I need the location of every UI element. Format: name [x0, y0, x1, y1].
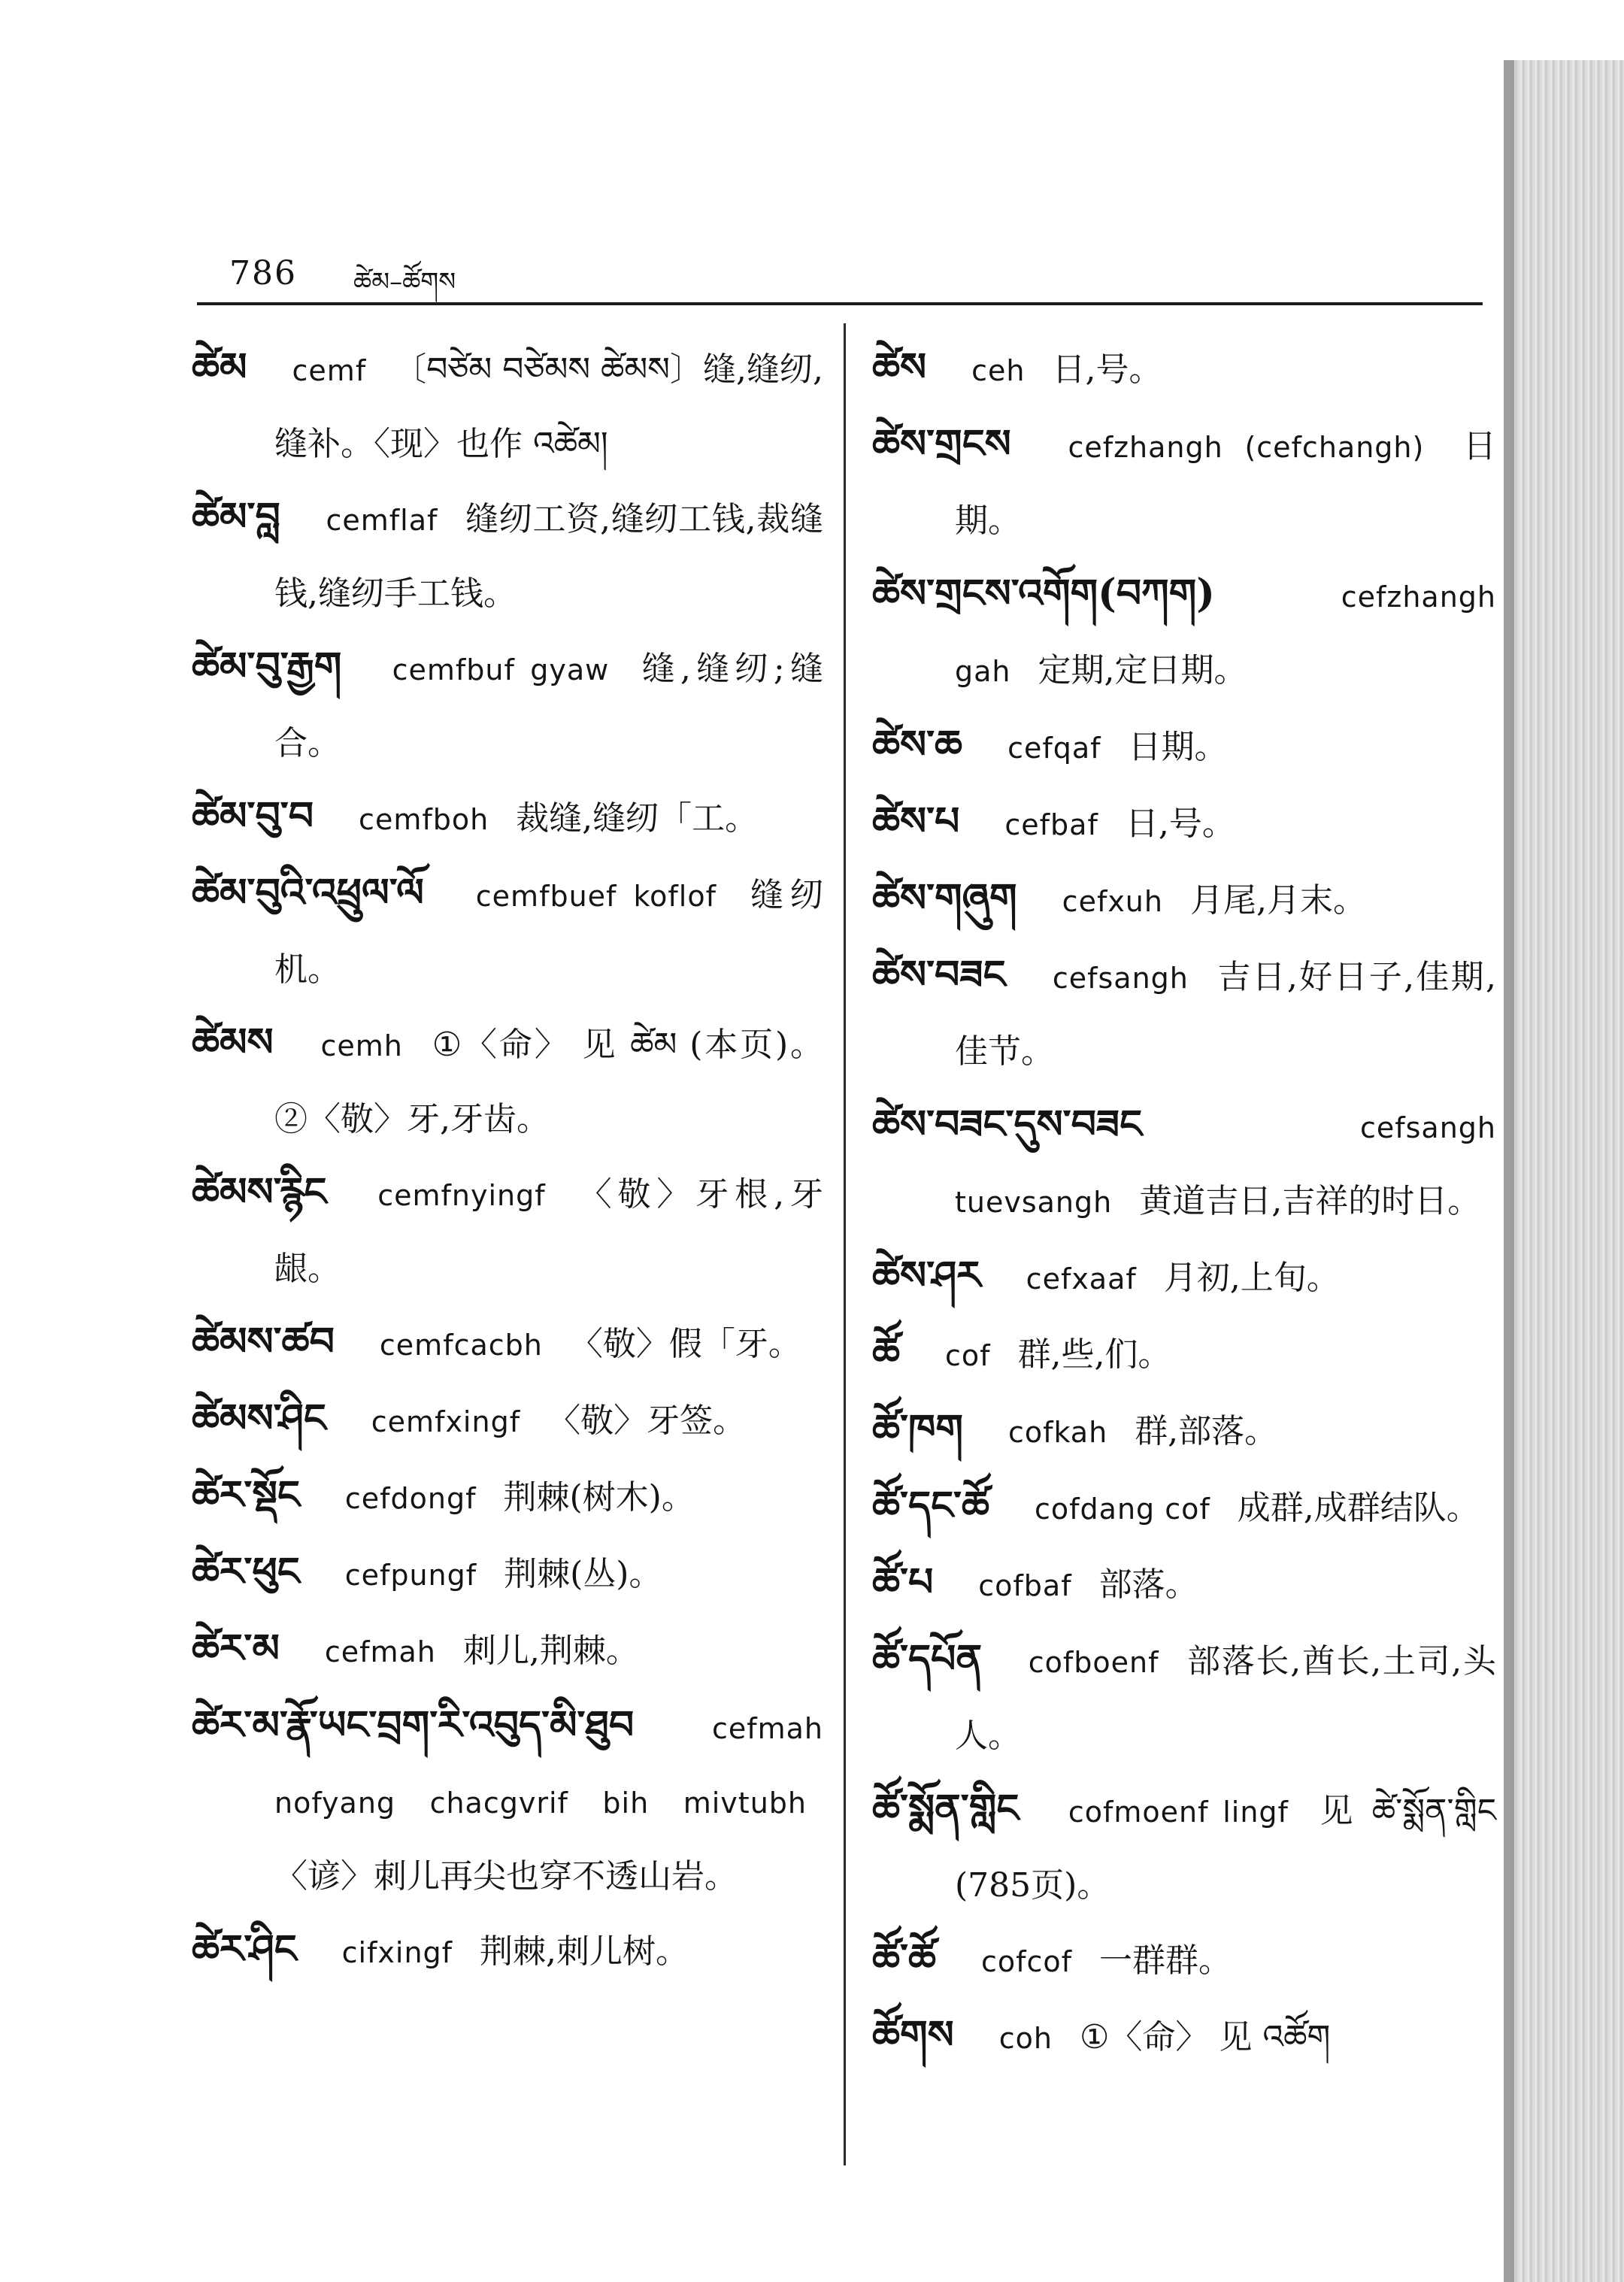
entry-headword: ཚེས་པ — [872, 799, 960, 844]
entry-headword: ཚེར་ཤིང — [192, 1926, 297, 1972]
entry-headword: ཚེམ་བུ་བ — [192, 793, 314, 839]
dictionary-entry — [872, 331, 1496, 408]
entry-phonetic: cemfbuef koflof — [475, 880, 717, 913]
entry-phonetic: cefzhangh gah — [955, 580, 1496, 688]
entry-phonetic: cefbaf — [1004, 808, 1098, 841]
page-edge-scan — [1504, 60, 1624, 2282]
entry-definition: 一群群。 — [1099, 1941, 1232, 1980]
dictionary-entry — [192, 1459, 823, 1535]
entry-definition: 月初,上旬。 — [1163, 1259, 1340, 1297]
entry-headword: ཚེར་ཕུང — [192, 1549, 300, 1595]
entry-headword: ཚེས་གྲངས — [872, 421, 1011, 467]
entry-definition: 〈谚〉刺儿再尖也穿不透山岩。 — [274, 1857, 738, 1896]
entry-definition: 群,部落。 — [1135, 1412, 1278, 1450]
entry-headword: ཚོ་པ — [872, 1559, 934, 1605]
dictionary-entry — [872, 1922, 1496, 1999]
entry-phonetic: cemflaf — [326, 504, 438, 537]
entry-definition: 日期。 — [955, 427, 1496, 540]
dictionary-entry — [872, 1316, 1496, 1393]
entry-phonetic: cofdang cof — [1035, 1493, 1210, 1526]
entry-definition: 荆棘(树木)。 — [503, 1478, 695, 1517]
dictionary-entry — [872, 1623, 1496, 1772]
entry-headword: ཚེམ་བུའི་འཕྲུལ་ལོ — [192, 870, 424, 916]
entry-definition: 日,号。 — [1125, 805, 1235, 843]
page-header — [229, 248, 1507, 301]
dictionary-entry — [872, 1469, 1496, 1546]
entry-definition: 部落长,酋长,土司,头人。 — [955, 1642, 1496, 1755]
entry-definition: 裁缝,缝纫「工。 — [516, 799, 759, 838]
entry-phonetic: cofcof — [980, 1945, 1073, 1978]
entry-phonetic: cemfxingf — [371, 1405, 521, 1438]
dictionary-entry — [192, 1689, 823, 1913]
entry-definition: ①〈命〉 见 འཚོག — [1079, 2018, 1331, 2056]
entry-definition: 月尾,月末。 — [1189, 881, 1366, 920]
dictionary-entry — [872, 708, 1496, 785]
right-column — [872, 331, 1496, 2075]
dictionary-entry — [872, 1772, 1496, 1922]
entry-phonetic: cefxaaf — [1026, 1262, 1137, 1296]
column-divider — [844, 323, 846, 2165]
entry-phonetic: cofkah — [1007, 1416, 1108, 1449]
entry-phonetic: cefmah nofyang chacgvrif bih mivtubh — [274, 1712, 823, 1820]
entry-headword: ཚེས་གཞུག — [872, 875, 1017, 921]
left-column — [192, 331, 823, 1990]
dictionary-entry — [192, 856, 823, 1006]
entry-headword: ཚེམ་བུ་རྒྱག — [192, 644, 342, 689]
entry-phonetic: cemfcacbh — [379, 1329, 543, 1362]
dictionary-entry — [872, 408, 1496, 557]
entry-phonetic: coh — [998, 2022, 1053, 2055]
entry-phonetic: cefpungf — [344, 1559, 477, 1592]
running-head: ཚེམ–ཚོགས — [353, 267, 456, 297]
entry-phonetic: cefdongf — [344, 1482, 477, 1515]
dictionary-entry — [872, 862, 1496, 938]
dictionary-entry — [192, 1006, 823, 1156]
entry-headword: ཚེར་མ — [192, 1626, 280, 1671]
entry-headword: ཚེམ་བླ — [192, 494, 280, 540]
dictionary-entry — [872, 938, 1496, 1088]
entry-phonetic: cofmoenf lingf — [1068, 1796, 1289, 1829]
entry-headword: ཚེས་བཟང — [872, 952, 1006, 998]
entry-headword: ཚོ — [872, 1329, 901, 1375]
entry-definition: 定期,定日期。 — [1038, 651, 1247, 689]
entry-definition: 刺儿,荆棘。 — [462, 1632, 639, 1670]
entry-headword: ཚེས — [872, 344, 927, 390]
entry-headword: ཚོ་སྨོན་གླིང — [872, 1786, 1020, 1832]
entry-phonetic: cefzhangh (cefchangh) — [1068, 431, 1425, 464]
dictionary-entry — [872, 557, 1496, 708]
dictionary-entry — [192, 331, 823, 480]
entry-headword: ཚེམས — [192, 1020, 274, 1065]
entry-phonetic: cemf — [292, 354, 367, 387]
page-number: 786 — [229, 254, 297, 292]
header-rule — [197, 302, 1483, 305]
entry-phonetic: cemfbuf gyaw — [392, 653, 610, 686]
entry-definition: 荆棘(丛)。 — [504, 1555, 662, 1593]
entry-definition: 缝,缝纫;缝合。 — [274, 650, 823, 762]
entry-definition: 黄道吉日,吉祥的时日。 — [1139, 1182, 1481, 1220]
entry-definition: 日期。 — [1128, 728, 1228, 766]
dictionary-entry — [872, 785, 1496, 862]
entry-headword: ཚེར་སྡོང — [192, 1472, 300, 1518]
entry-phonetic: cofboenf — [1028, 1646, 1159, 1679]
entry-phonetic: cefxuh — [1062, 885, 1163, 918]
entry-definition: 部落。 — [1098, 1565, 1198, 1604]
entry-definition: 〔བཙེམ བཙེམས ཚེམས〕缝,缝纫,缝补。〈现〉也作 འཚེམ། — [274, 350, 823, 463]
dictionary-entry — [192, 630, 823, 780]
entry-phonetic: cofbaf — [978, 1569, 1072, 1602]
dictionary-entry — [192, 1305, 823, 1382]
entry-headword: ཚོགས — [872, 2012, 954, 2058]
entry-headword: ཚོ་དཔོན — [872, 1636, 983, 1682]
entry-definition: 荆棘,刺儿树。 — [480, 1932, 689, 1971]
entry-headword: ཚོ་ཁག — [872, 1406, 963, 1452]
entry-definition: 成群,成群结队。 — [1237, 1489, 1480, 1527]
entry-headword: ཚོ་ཚོ — [872, 1935, 936, 1981]
entry-phonetic: cemfnyingf — [377, 1179, 546, 1212]
dictionary-entry — [192, 1535, 823, 1612]
entry-headword: ཚེམས་ཤིང — [192, 1396, 326, 1441]
dictionary-entry — [872, 1088, 1496, 1239]
entry-headword: ཚོ་དང་ཚོ — [872, 1483, 990, 1529]
entry-phonetic: ceh — [971, 354, 1026, 387]
entry-phonetic: cemfboh — [359, 803, 489, 836]
entry-definition: 见 ཚེ་སྨོན་གླིང (785页)。 — [955, 1792, 1496, 1905]
entry-headword: ཚེས་བཟང་དུས་བཟང — [872, 1102, 1143, 1147]
dictionary-entry — [192, 1156, 823, 1305]
entry-headword: ཚེམས་རྙིང — [192, 1169, 327, 1215]
entry-definition: 缝纫工资,缝纫工钱,裁缝钱,缝纫手工钱。 — [274, 500, 823, 613]
entry-headword: ཚེས་ཆ — [872, 722, 963, 768]
entry-definition: 日,号。 — [1052, 350, 1162, 389]
entry-headword: ཚེས་ཤར — [872, 1253, 981, 1299]
entry-phonetic: cefsangh tuevsangh — [955, 1111, 1496, 1219]
entry-phonetic: cifxingf — [341, 1936, 453, 1969]
dictionary-entry — [872, 1999, 1496, 2075]
dictionary-entry — [192, 1913, 823, 1990]
entry-phonetic: cof — [945, 1339, 991, 1372]
dictionary-entry — [192, 480, 823, 630]
entry-definition: 〈敬〉假「牙。 — [569, 1325, 801, 1363]
entry-headword: ཚེས་གྲངས་འགོག(བཀག) — [872, 571, 1215, 617]
entry-definition: ①〈命〉 见 ཚེམ (本页)。②〈敬〉牙,牙齿。 — [274, 1026, 823, 1138]
entry-headword: ཚེམ — [192, 344, 247, 390]
entry-phonetic: cefsangh — [1052, 962, 1189, 995]
entry-phonetic: cefqaf — [1007, 732, 1101, 765]
entry-definition: 群,些,们。 — [1017, 1335, 1171, 1374]
entry-headword: ཚེམས་ཚབ — [192, 1319, 335, 1365]
dictionary-entry — [872, 1239, 1496, 1316]
entry-definition: 〈敬〉牙根,牙龈。 — [274, 1175, 823, 1288]
dictionary-entry — [872, 1393, 1496, 1469]
entry-definition: 吉日,好日子,佳期,佳节。 — [955, 958, 1496, 1071]
entry-headword: ཚེར་མ་རྣོ་ཡང་བྲག་རི་འབུད་མི་ཐུབ — [192, 1702, 635, 1748]
entry-definition: 〈敬〉牙签。 — [547, 1402, 747, 1440]
dictionary-entry — [872, 1546, 1496, 1623]
dictionary-entry — [192, 780, 823, 856]
entry-phonetic: cemh — [320, 1029, 403, 1062]
dictionary-entry — [192, 1612, 823, 1689]
dictionary-entry — [192, 1382, 823, 1459]
entry-phonetic: cefmah — [324, 1635, 436, 1668]
entry-definition: 缝纫机。 — [274, 876, 823, 989]
